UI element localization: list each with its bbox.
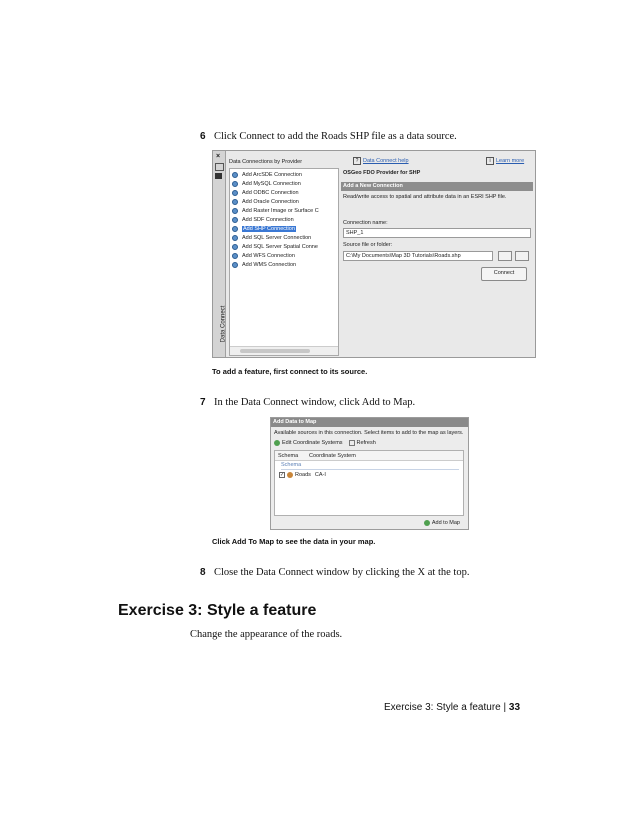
refresh-icon [349,440,355,446]
schema-group-label: Schema [281,462,302,468]
row-name: Roads [295,472,311,478]
globe-icon [274,440,280,446]
provider-item[interactable]: Add SDF Connection [232,216,294,224]
add-map-icon [424,520,430,526]
provider-item[interactable]: Add SQL Server Connection [232,234,311,242]
section-heading: Exercise 3: Style a feature [118,602,317,619]
column-header-coordinate-system[interactable]: Coordinate System [309,453,356,459]
step-text: Close the Data Connect window by clicking the X at the top. [214,567,470,578]
provider-item[interactable]: Add ArcSDE Connection [232,171,302,179]
provider-icon [232,190,238,196]
edit-coordinate-systems-button[interactable]: Edit Coordinate Systems [274,440,343,446]
provider-icon [232,262,238,268]
info-icon: i [486,157,494,165]
checkbox-checked[interactable]: ✓ [280,472,285,478]
browse-folder-icon[interactable] [515,251,529,261]
footer-separator: | [503,702,507,713]
section-intro: Change the appearance of the roads. [190,629,343,640]
toolbar [274,440,376,446]
provider-item[interactable]: Add SQL Server Spatial Conne [232,243,318,251]
data-connect-help-link[interactable]: Data Connect help [363,158,409,164]
provider-item[interactable]: Add Raster Image or Surface C [232,207,319,215]
page-number: 33 [508,702,521,713]
schema-grid [274,450,464,516]
figure-caption: To add a feature, first connect to its source. [212,367,368,376]
step-number: 6 [200,131,206,142]
provider-icon [232,217,238,223]
providers-list [229,168,339,356]
help-icon: ? [353,157,361,165]
page-footer [384,702,520,713]
step-text: In the Data Connect window, click Add to Map. [214,397,416,408]
panel-title: Add Data to Map [271,418,468,427]
table-row[interactable] [279,472,326,478]
horizontal-scrollbar[interactable] [230,346,338,355]
source-file-input[interactable]: C:\My Documents\Map 3D Tutorials\Roads.shp [343,251,493,261]
source-file-label: Source file or folder: [343,242,393,248]
close-icon[interactable]: × [216,153,221,160]
provider-item[interactable]: Add MySQL Connection [232,180,301,188]
footer-text: Exercise 3: Style a feature [384,702,501,713]
provider-icon [232,208,238,214]
grid-header [275,451,463,461]
refresh-button[interactable]: Refresh [349,440,376,446]
provider-description: Read/write access to spatial and attribute data in an ESRI SHP file. [343,194,507,200]
provider-icon [232,235,238,241]
add-data-to-map-panel [270,417,469,530]
provider-icon [232,244,238,250]
provider-icon [232,226,238,232]
layer-icon [287,472,293,478]
add-connection-header: Add a New Connection [341,182,533,191]
step-number: 7 [200,397,206,408]
row-coordinate-system: CA-I [314,472,326,478]
data-connect-window [212,150,536,358]
browse-file-icon[interactable] [498,251,512,261]
palette-strip [213,151,226,357]
step-number: 8 [200,567,206,578]
learn-more-link[interactable]: Learn more [496,158,525,164]
provider-item[interactable]: Add WMS Connection [232,261,296,269]
autohide-icon[interactable] [215,163,224,171]
connection-name-label: Connection name: [343,220,388,226]
connection-form [341,151,535,357]
provider-item[interactable]: Add ODBC Connection [232,189,299,197]
column-header-schema[interactable]: Schema [278,453,299,459]
connection-name-input[interactable]: SHP_1 [343,228,531,238]
providers-title: Data Connections by Provider [229,159,303,165]
provider-icon [232,181,238,187]
scrollbar-thumb[interactable] [240,349,310,353]
provider-icon [232,253,238,259]
provider-item-selected[interactable]: Add SHP Connection [232,225,296,233]
provider-icon [232,172,238,178]
provider-item[interactable]: Add WFS Connection [232,252,295,260]
properties-icon[interactable] [215,173,222,179]
provider-title: OSGeo FDO Provider for SHP [343,170,421,176]
provider-item[interactable]: Add Oracle Connection [232,198,299,206]
figure-caption: Click Add To Map to see the data in your map. [212,537,376,546]
provider-icon [232,199,238,205]
connect-button[interactable]: Connect [481,267,527,281]
step-text: Click Connect to add the Roads SHP file as a data source. [214,131,457,142]
divider [281,469,459,470]
available-sources-text: Available sources in this connection. Select items to add to the map as layers. [274,430,464,436]
add-to-map-button[interactable]: Add to Map [424,520,460,526]
palette-title: Data Connect [220,305,227,343]
